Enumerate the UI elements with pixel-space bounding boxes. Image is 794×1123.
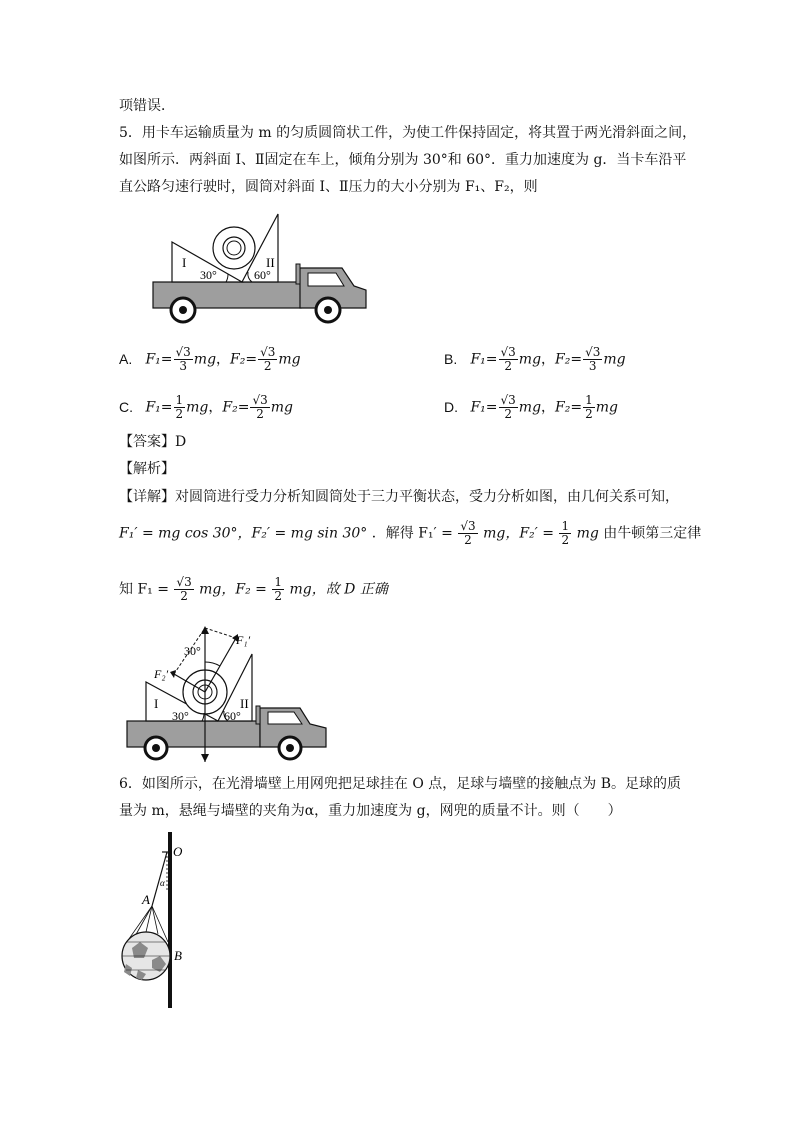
- label-A: A: [142, 892, 150, 907]
- football-icon: [122, 932, 170, 980]
- q6-figure-ball-wall: [112, 830, 202, 1010]
- option-B[interactable]: B. F₁= $\frac{√3}{2}$ mg，F₂= $\frac{√3}{3}$ mg: [444, 345, 626, 373]
- q6-text-line2: 量为 m，悬绳与墙壁的夹角为α，重力加速度为 g，网兜的质量不计。则（ ）: [119, 803, 622, 819]
- q5-text-line2: 如图所示．两斜面 I、Ⅱ固定在车上，倾角分别为 30°和 60°．重力加速度为 g．当卡车沿平: [119, 152, 687, 168]
- equation-line: F₁′ = mg cos 30°，F₂′ = mg sin 30° ．解得 F₁′ = $\frac{√3}{2}$ mg，F₂′ = $\frac{1}{2}$ mg 由牛顿第三定律: [119, 519, 702, 547]
- option-A[interactable]: A. F₁= $\frac{√3}{3}$ mg，F₂= $\frac{√3}{2}$ mg: [119, 345, 301, 373]
- label-alpha: α: [160, 878, 165, 888]
- option-D[interactable]: D. F₁= $\frac{√3}{2}$ mg，F₂= $\frac{1}{2}$ mg: [444, 393, 618, 421]
- option-C[interactable]: C. F₁= $\frac{1}{2}$ mg，F₂= $\frac{√3}{2}$ mg: [119, 393, 293, 421]
- label-I: I: [182, 255, 187, 270]
- q5-text-line3: 直公路匀速行驶时，圆筒对斜面 I、Ⅱ压力的大小分别为 F₁、F₂，则: [119, 179, 538, 195]
- previous-answer-tail: 项错误．: [119, 98, 175, 114]
- angle-30: 30°: [200, 268, 217, 282]
- label-II: II: [266, 255, 275, 270]
- front-wheel: [316, 298, 340, 322]
- cylinder-icon: [213, 227, 255, 269]
- q6-text-line1: 6．如图所示，在光滑墙壁上用网兜把足球挂在 O 点，足球与墙壁的接触点为 B。足球的质: [119, 776, 682, 792]
- answer: 【答案】D: [119, 434, 187, 450]
- label-F2-prime: F₂′: [154, 667, 169, 681]
- q5-figure-truck: [150, 212, 372, 327]
- label-F1-prime: F₁′: [236, 633, 251, 647]
- label-II-2: II: [240, 696, 249, 711]
- label-I-2: I: [154, 696, 159, 711]
- q5-figure-force-analysis: [124, 622, 334, 764]
- detail-line1: 【详解】对圆筒进行受力分析知圆筒处于三力平衡状态，受力分析如图，由几何关系可知，: [119, 489, 679, 505]
- conclusion-line: 知 F₁ = $\frac{√3}{2}$ mg，F₂ = $\frac{1}{2}$ mg，故 D 正确: [119, 575, 388, 603]
- label-O: O: [173, 844, 183, 859]
- angle-30-2: 30°: [172, 709, 189, 723]
- label-B: B: [174, 948, 182, 963]
- angle-60-2: 60°: [224, 709, 241, 723]
- q5-text-line1: 5．用卡车运输质量为 m 的匀质圆筒状工件，为使工件保持固定，将其置于两光滑斜面之间，: [119, 125, 697, 141]
- angle-60: 60°: [254, 268, 271, 282]
- angle-top-30: 30°: [184, 644, 201, 658]
- rear-wheel: [171, 298, 195, 322]
- analysis-title: 【解析】: [119, 461, 175, 477]
